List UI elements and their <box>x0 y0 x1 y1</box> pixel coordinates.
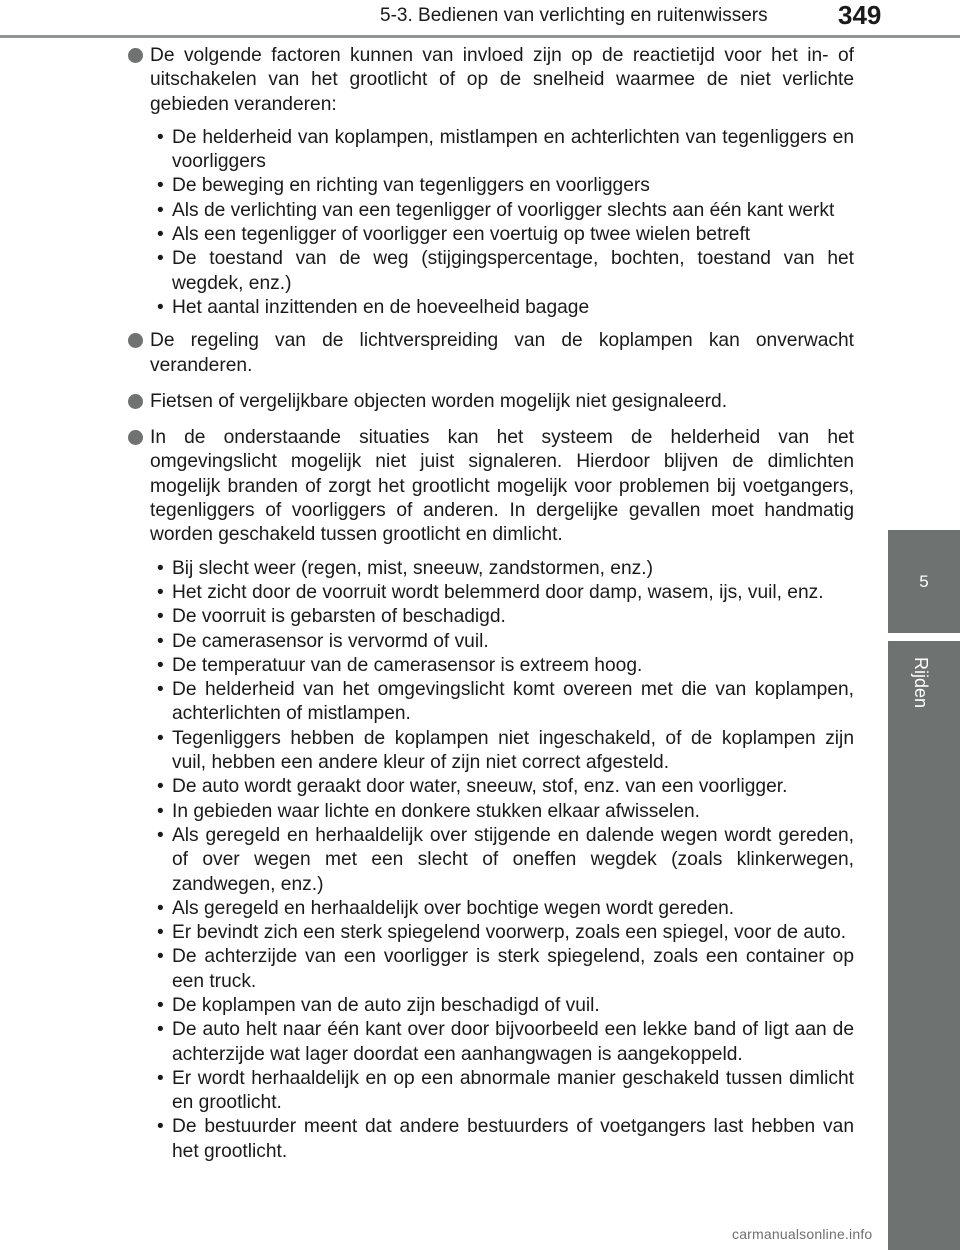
list-item-text: Als de verlichting van een tegenligger of voorligger slechts aan één kant werkt <box>172 199 835 221</box>
list-item-text: De auto helt naar één kant over door bijvoorbeeld een lekke band of ligt aan de achterzijde wat lager doordat een aanhangwagen is aangekoppeld. <box>172 1019 854 1065</box>
list-item <box>150 897 854 921</box>
list-item <box>150 921 854 945</box>
paragraph-text: De volgende factoren kunnen van invloed zijn op de reactietijd voor het in- of uitschakelen van het grootlicht of op de snelheid waarmee de niet verlichte gebieden veranderen: <box>150 45 854 115</box>
list-item-text: Er bevindt zich een sterk spiegelend voorwerp, zoals een spiegel, voor de auto. <box>172 922 847 944</box>
list-item-text: In gebieden waar lichte en donkere stukken elkaar afwisselen. <box>172 800 700 822</box>
list-item <box>150 654 854 678</box>
list-item <box>150 581 854 605</box>
dot-bullet-icon: • <box>157 630 164 652</box>
list-item <box>150 557 854 581</box>
page-number: 349 <box>838 0 882 30</box>
dot-bullet-icon: • <box>157 679 164 701</box>
header-rule <box>0 35 960 38</box>
dot-bullet-icon: • <box>157 1067 164 1089</box>
dot-bullet-icon: • <box>157 654 164 676</box>
dot-bullet-icon: • <box>157 897 164 919</box>
dot-bullet-icon: • <box>157 1019 164 1041</box>
list-item-text: De bestuurder meent dat andere bestuurders of voetgangers last hebben van het grootlicht. <box>172 1116 854 1162</box>
list-item <box>150 1115 854 1164</box>
paragraph-text: De regeling van de lichtverspreiding van de koplampen kan onverwacht veranderen. <box>150 330 854 376</box>
list-item <box>150 174 854 198</box>
list-item <box>150 605 854 629</box>
dot-bullet-icon: • <box>157 606 164 628</box>
dot-bullet-icon: • <box>157 248 164 270</box>
list-item <box>150 630 854 654</box>
bullet-paragraph <box>128 329 854 378</box>
dot-bullet-icon: • <box>157 776 164 798</box>
list-item-text: De auto wordt geraakt door water, sneeuw, stof, enz. van een voorligger. <box>172 776 788 798</box>
list-item-text: Als geregeld en herhaaldelijk over bochtige wegen wordt gereden. <box>172 897 735 919</box>
round-bullet-icon <box>128 48 143 63</box>
list-item-text: De achterzijde van een voorligger is sterk spiegelend, zoals een container op een truck. <box>172 946 854 992</box>
chapter-tab <box>888 530 960 633</box>
watermark: carmanualsonline.info <box>732 1226 873 1242</box>
list-item <box>150 775 854 799</box>
sub-list <box>128 126 854 320</box>
main-content <box>128 44 854 1164</box>
paragraph-text: Fietsen of vergelijkbare objecten worden mogelijk niet gesignaleerd. <box>150 390 728 412</box>
round-bullet-icon <box>128 394 143 409</box>
dot-bullet-icon: • <box>157 824 164 846</box>
list-item-text: Tegenliggers hebben de koplampen niet ingeschakeld, of de koplampen zijn vuil, hebben een andere kleur of zijn niet correct afgesteld. <box>172 727 854 774</box>
round-bullet-icon <box>128 333 143 348</box>
dot-bullet-icon: • <box>157 175 164 197</box>
dot-bullet-icon: • <box>157 199 164 221</box>
list-item-text: Het zicht door de voorruit wordt belemmerd door damp, wasem, ijs, vuil, enz. <box>172 581 824 603</box>
sub-list <box>128 557 854 1164</box>
list-item-text: De temperatuur van de camerasensor is extreem hoog. <box>172 654 643 676</box>
list-item-text: Als geregeld en herhaaldelijk over stijgende en dalende wegen wordt gereden, of over wegen met een slecht of oneffen wegdek (zoals klinkerwegen, zandwegen, enz.) <box>172 824 854 895</box>
list-item-text: De camerasensor is vervormd of vuil. <box>172 630 489 652</box>
list-item <box>150 199 854 223</box>
chapter-title: Rijden <box>911 657 931 709</box>
list-item-text: Het aantal inzittenden en de hoeveelheid bagage <box>172 296 590 318</box>
list-item <box>150 727 854 776</box>
bullet-paragraph <box>128 44 854 117</box>
dot-bullet-icon: • <box>157 946 164 968</box>
paragraph-text: In de onderstaande situaties kan het systeem de helderheid van het omgevingslicht mogelijk niet juist signaleren. Hierdoor blijven de dimlichten mogelijk branden of zorgt het grootlicht mogelijk voor problemen bij voetgangers, tegenliggers of voorliggers of anderen. In dergelijke gevallen moet handmatig worden geschakeld tussen grootlicht en dimlicht. <box>150 427 854 546</box>
dot-bullet-icon: • <box>157 126 164 148</box>
list-item <box>150 994 854 1018</box>
list-item-text: De helderheid van koplampen, mistlampen en achterlichten van tegenliggers en voorliggers <box>172 126 854 173</box>
dot-bullet-icon: • <box>157 800 164 822</box>
dot-bullet-icon: • <box>157 224 164 246</box>
dot-bullet-icon: • <box>157 994 164 1016</box>
list-item <box>150 1018 854 1067</box>
dot-bullet-icon: • <box>157 1116 164 1138</box>
list-item-text: De voorruit is gebarsten of beschadigd. <box>172 606 506 628</box>
dot-bullet-icon: • <box>157 727 164 749</box>
list-item <box>150 247 854 296</box>
list-item <box>150 126 854 175</box>
chapter-number: 5 <box>919 572 929 591</box>
list-item-text: Bij slecht weer (regen, mist, sneeuw, zandstormen, enz.) <box>172 557 653 579</box>
list-item <box>150 824 854 897</box>
list-item-text: Als een tegenligger of voorligger een voertuig op twee wielen betreft <box>172 224 751 246</box>
list-item <box>150 678 854 727</box>
list-item-text: Er wordt herhaaldelijk en op een abnormale manier geschakeld tussen dimlicht en grootlicht. <box>172 1067 854 1114</box>
list-item-text: De koplampen van de auto zijn beschadigd of vuil. <box>172 994 600 1016</box>
round-bullet-icon <box>128 430 143 445</box>
list-item <box>150 296 854 320</box>
list-item-text: De toestand van de weg (stijgingspercentage, bochten, toestand van het wegdek, enz.) <box>172 248 854 294</box>
list-item <box>150 1067 854 1116</box>
dot-bullet-icon: • <box>157 581 164 603</box>
section-title: 5-3. Bedienen van verlichting en ruitenwissers <box>380 5 768 26</box>
list-item-text: De beweging en richting van tegenliggers en voorliggers <box>172 175 650 197</box>
list-item <box>150 800 854 824</box>
list-item <box>150 223 854 247</box>
dot-bullet-icon: • <box>157 296 164 318</box>
bullet-paragraph <box>128 426 854 547</box>
list-item-text: De helderheid van het omgevingslicht komt overeen met die van koplampen, achterlichten of mistlampen. <box>172 679 854 725</box>
bullet-paragraph <box>128 390 854 414</box>
dot-bullet-icon: • <box>157 922 164 944</box>
list-item <box>150 945 854 994</box>
dot-bullet-icon: • <box>157 557 164 579</box>
chapter-tab-label-area <box>888 641 960 1250</box>
